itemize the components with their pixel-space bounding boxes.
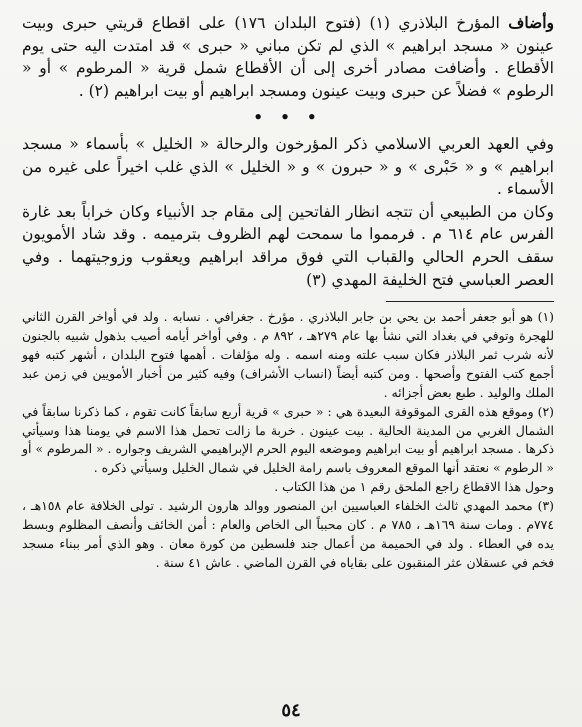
footnote-3: (٣) محمد المهدي ثالث الخلفاء العباسيين ابن المنصور ووالد هارون الرشيد . تولى الخلافة عام ١٥٨هـ ، ٧٧٤م . ومات سنة ١٦٩هـ ، ٧٨٥ م . كان محبباً الى الخاص والعام : أمن الخائف وأنصف المظلوم وبسط يده في العطاء . ولد في الحميمة من أعمال جند فلسطين من كورة معان . وهو الذي أمر ببناء مسجد فخم في عسقلان عثر المنقبون على بقاياه في القرن الماضي . عاش ٤١ سنة . xyxy=(22,498,554,570)
paragraph-1-lead: وأضاف xyxy=(508,13,554,32)
paragraph-2: وفي العهد العربي الاسلامي ذكر المؤرخون والرحالة « الخليل » بأسماء « مسجد ابراهيم » و « حَبْرى » و « حبرون » و « الخليل » الذي غلب اخيراً على غيره من الأسماء . xyxy=(22,134,554,199)
section-separator: • • • xyxy=(253,108,323,127)
footnote-2: (٢) وموقع هذه القرى الموقوفة البعيدة هي : « حبرى » قرية أربع سابقاً كانت تقوم ، كما ذكرنا سابقاً في الشمال الغربي من المدينة الحالية . بيت عينون . خربة ما زالت تحمل هذا الاسم في يومنا هذا وسيأتي ذكرها . مسجد ابراهيم أو بيت ابراهيم وموضعه اليوم الحرم الإبراهيمي الشريف وجواره . « المرطوم » أو « الرطوم » نعتقد أنها الموقع المعروف باسم رامة الخليل في شمال الخليل وسيأتي ذكره . xyxy=(22,403,554,476)
footnote-divider xyxy=(386,301,554,302)
page-number: ٥٤ xyxy=(281,700,301,721)
footnote-1: (١) هو أبو جعفر أحمد بن يحي بن جابر البلاذري . مؤرخ . جغرافي . نسابه . ولد في أواخر القرن الثاني للهجرة وتوفي في بغداد التي نشأ بها عام ٢٧٩هـ ، ٨٩٢ م . وفي أواخر أيامه أصيب بذهول شبيه بالجنون لأنه شرب ثمر البلاذر فكان سبب علته ومنه اسمه . وله مؤلفات . أهمها فتوح البلدان ، أشهر كتبه فهو أجمع كتب الفتوح وأصحها . ومن كتبه أيضاً (انساب الأشراف) وفيه كثير من أخبار الأمويين في زمن عبد الملك والوليد . طبع بعض أجزائه . xyxy=(22,309,554,400)
main-text xyxy=(22,12,554,291)
paragraph-1 xyxy=(22,12,554,102)
paragraph-3: وكان من الطبيعي أن تتجه انظار الفاتحين إلى مقام جد الأنبياء وكان خراباً بعد غارة الفرس عام ٦١٤ م . فرمموا ما سمحت لهم الظروف بترميمه . وقد شاد الأمويون سقف الحرم الحالي والقباب التي فوق مراقد ابراهيم ويعقوب وزوجيتهما . وفي العصر العباسي فتح الخليفة المهدي (٣) xyxy=(22,202,554,289)
footnotes xyxy=(22,308,554,573)
footnote-2-reference: وحول هذا الاقطاع راجع الملحق رقم ١ من هذا الكتاب . xyxy=(274,479,554,495)
paragraph-1-body: المؤرخ البلاذري (١) (فتوح البلدان ١٧٦) على اقطاع قريتي حبرى وبيت عينون « مسجد ابراهيم » الذي لم تكن مباني « حبرى » قد امتدت اليه حتى يوم الأقطاع . وأضافت مصادر أخرى إلى أن الأقطاع شمل قرية « المرطوم » أو « الرطوم » فضلاً عن حبرى وبيت عينون ومسجد ابراهيم أو بيت ابراهيم (٢) . xyxy=(22,14,554,100)
